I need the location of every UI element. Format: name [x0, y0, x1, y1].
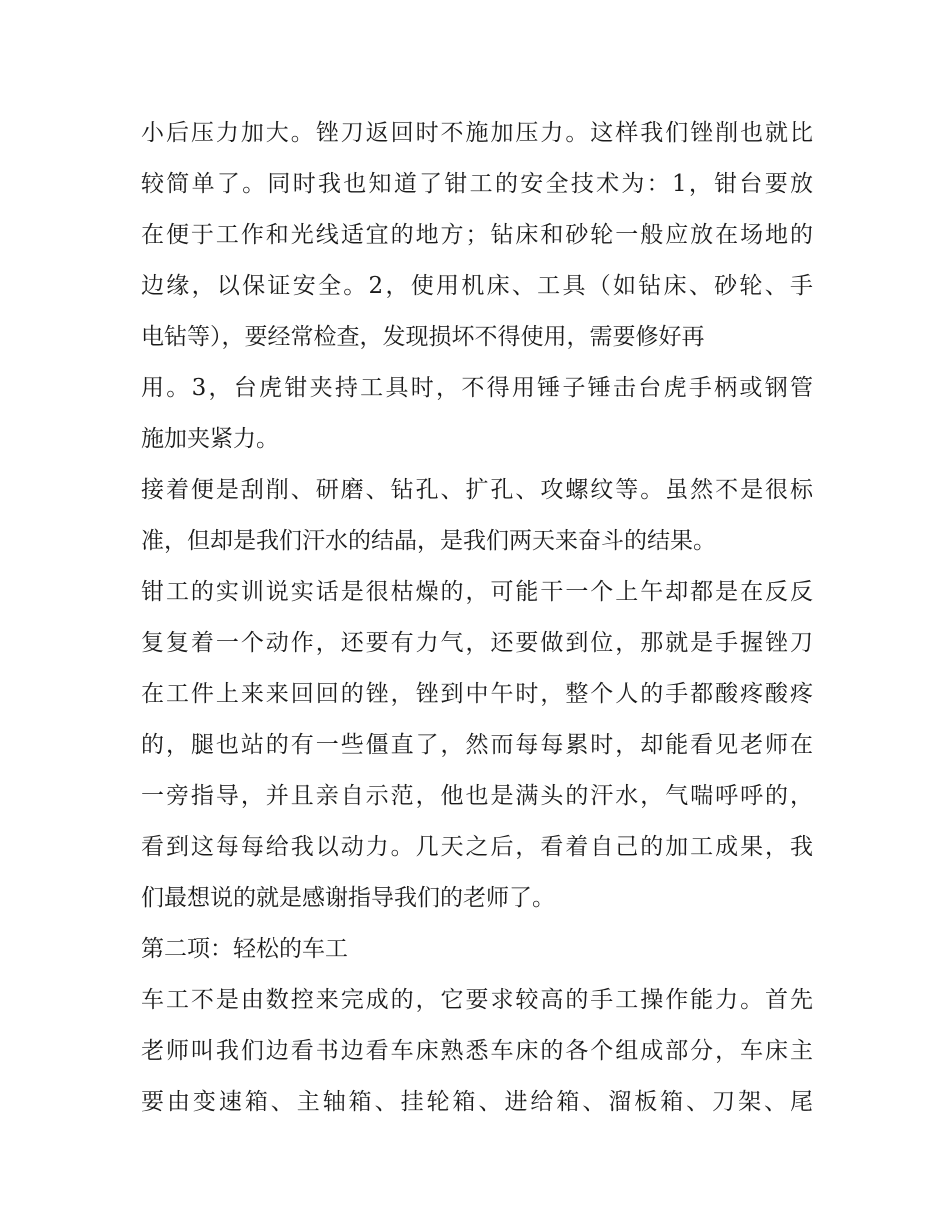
text-line: 老师叫我们边看书边看车床熟悉车床的各个组成部分，车床主 — [141, 1038, 813, 1064]
body-text — [141, 108, 813, 1128]
section-heading: 第二项：轻松的车工 — [141, 936, 348, 962]
text-line: 的，腿也站的有一些僵直了，然而每每累时，却能看见老师在 — [141, 732, 813, 758]
text-line: 车工不是由数控来完成的，它要求较高的手工操作能力。首先 — [141, 987, 813, 1013]
text-line: 钳工的实训说实话是很枯燥的，可能干一个上午却都是在反反 — [141, 579, 813, 605]
text-line: 较简单了。同时我也知道了钳工的安全技术为：1，钳台要放 — [141, 171, 813, 197]
text-line: 在便于工作和光线适宜的地方；钻床和砂轮一般应放在场地的 — [141, 222, 813, 248]
text-line: 边缘，以保证安全。2，使用机床、工具（如钻床、砂轮、手 — [141, 273, 813, 299]
text-line: 小后压力加大。锉刀返回时不施加压力。这样我们锉削也就比 — [141, 120, 813, 146]
text-line: 施加夹紧力。 — [141, 426, 279, 452]
text-line: 准，但却是我们汗水的结晶，是我们两天来奋斗的结果。 — [141, 528, 716, 554]
text-line: 要由变速箱、主轴箱、挂轮箱、进给箱、溜板箱、刀架、尾 — [141, 1089, 813, 1115]
text-line: 们最想说的就是感谢指导我们的老师了。 — [141, 885, 555, 911]
text-line: 接着便是刮削、研磨、钻孔、扩孔、攻螺纹等。虽然不是很标 — [141, 477, 813, 503]
text-line: 看到这每每给我以动力。几天之后，看着自己的加工成果，我 — [141, 834, 813, 860]
text-line: 复复着一个动作，还要有力气，还要做到位，那就是手握锉刀 — [141, 630, 813, 656]
text-line: 一旁指导，并且亲自示范，他也是满头的汗水，气喘呼呼的， — [141, 783, 813, 809]
text-line: 在工件上来来回回的锉，锉到中午时，整个人的手都酸疼酸疼 — [141, 681, 813, 707]
text-line: 电钻等），要经常检查，发现损坏不得使用，需要修好再 — [141, 324, 705, 350]
text-line: 用。3，台虎钳夹持工具时，不得用锤子锤击台虎手柄或钢管 — [141, 375, 813, 401]
